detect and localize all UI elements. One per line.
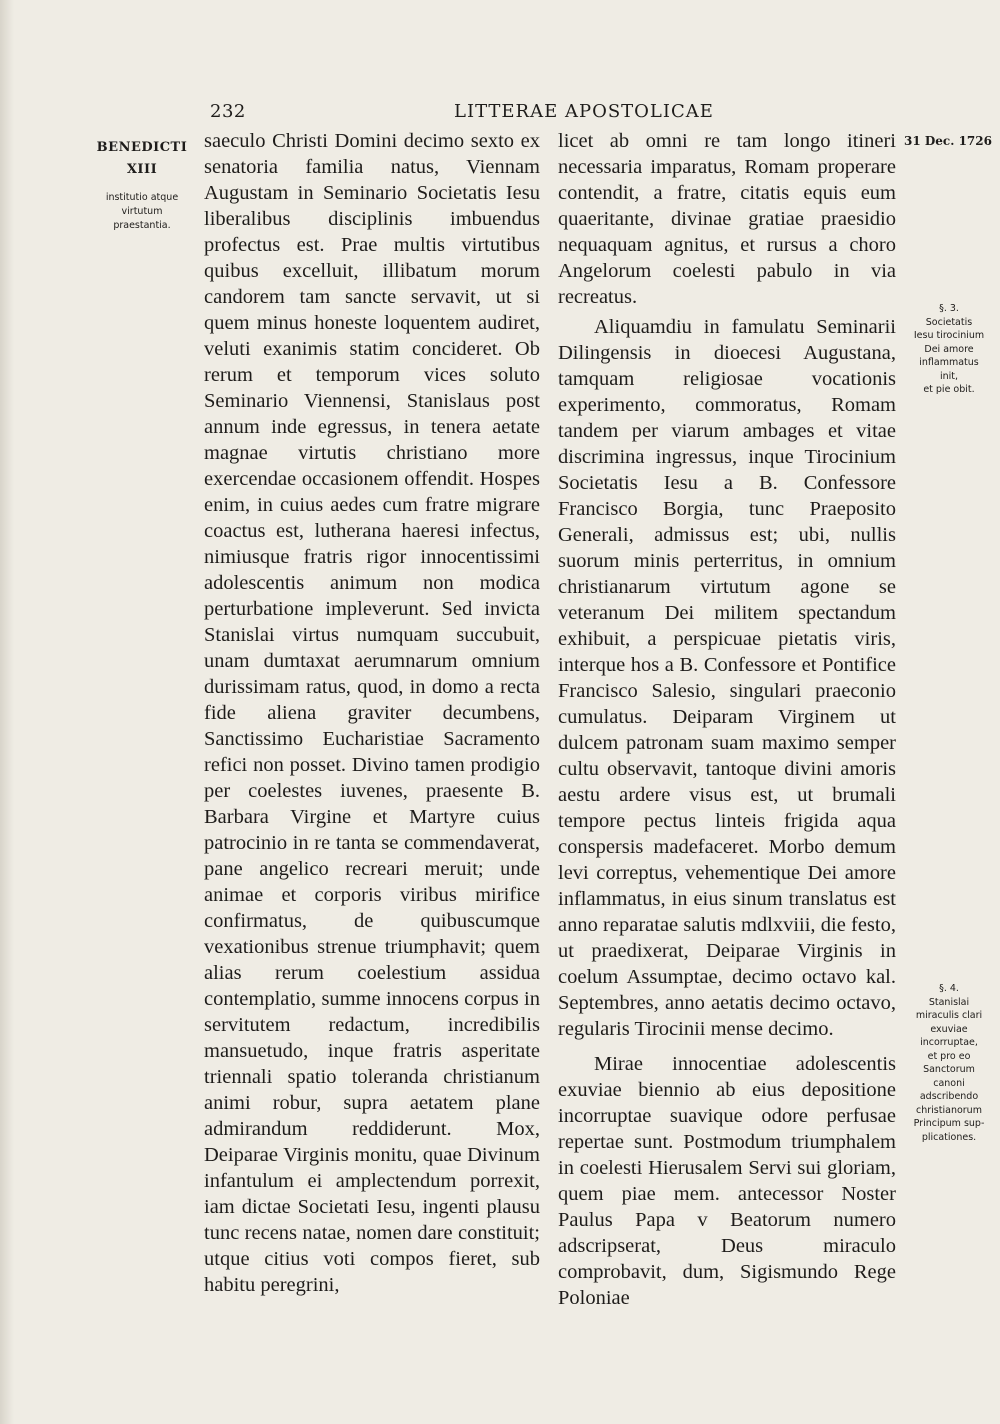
margin-note-line: incorruptae, bbox=[920, 1037, 978, 1048]
margin-note-line: plicationes. bbox=[921, 1131, 977, 1143]
margin-note-line: exuviae bbox=[930, 1023, 968, 1035]
margin-note-line: §. 3. bbox=[939, 303, 959, 314]
margin-note-left bbox=[92, 191, 192, 233]
margin-note-section-4 bbox=[905, 982, 993, 1144]
margin-note-line: institutio atque bbox=[105, 192, 179, 203]
paragraph: saeculo Christi Domini decimo sexto ex senatoria familia natus, Viennam Augustam in Seminario Societatis Iesu liberalibus disciplinis imbuendus profectus est. Prae multis virtutibus quibus excelluit, illibatum morum candorem tam sancte servavit, ut si quem minus honeste loquentem audiret, veluti exanimis statim concideret. Ob rerum et temporum vices soluto Seminario Viennensi, Stanislaus post annum inde egressus, in tenera aetate magnae virtutis christiano more exercendae occasionem offendit. Hospes enim, in cuius aedes cum fratre migrare coactus est, lutherana haeresi infectus, nimiusque fratris rigor innocentissimi adolescentis animum non modica perturbatione impleverunt. Sed invicta Stanislai virtus numquam succubuit, unam dumtaxat aerumnarum omnium durissimam ratus, quod, in domo a recta fide aliena graviter decumbens, Sanctissimo Eucharistiae Sacramento refici non posset. Divino tamen prodigio per coelestes iuvenes, praesente B. Barbara Virgine et Martyre cuius patrocinio in re tanta se commendaverat, pane angelico recreari meruit; unde animae et corporis viribus mirifice confirmatus, de quibuscumque vexationibus strenue triumphavit; quem alias rerum coelestium assidua contemplatio, summe innocens corpus in servitutem redactum, incredibilis mansuetudo, inque fratris asperitate triennali spatio toleranda christianum animi robur, supra aetatem plane admirandum reddiderunt. Mox, Deiparae Virginis monitu, quae Divinum infantulum ei amplectendum porrexit, iam dictae Societati Iesu, ingenti plausu tunc recens natae, nomen dare constituit; utque citius voti compos fieret, sub habitu peregrini, bbox=[204, 130, 540, 1296]
margin-note-line: Societatis bbox=[925, 316, 973, 328]
margin-note-line: praestantia. bbox=[113, 220, 171, 231]
margin-note-line: virtutum bbox=[121, 206, 163, 217]
text-column-right bbox=[558, 128, 896, 1311]
margin-note-line: christianorum bbox=[916, 1104, 982, 1116]
running-title: LITTERAE APOSTOLICAE bbox=[454, 101, 714, 122]
margin-note-line: Sanctorum bbox=[923, 1064, 975, 1075]
margin-date: 31 Dec. 1726 bbox=[904, 134, 992, 148]
margin-note-line: §. 4. bbox=[939, 983, 959, 994]
margin-author-line2: XIII bbox=[126, 162, 158, 177]
paragraph: Mirae innocentiae adolescentis exuviae biennio ab eius depositione incorruptae suavique odore perfusae repertae sunt. Postmodum triumphalem in coelesti Hierusalem Servi sui gloriam, quem piae mem. antecessor Noster Paulus Papa v Beatorum numero adscripserat, Deus miraculo comprobavit, dum, Sigismundo Rege Poloniae bbox=[558, 1053, 896, 1309]
margin-note-line: et pro eo bbox=[927, 1050, 971, 1062]
margin-note-line: Iesu tirocinium bbox=[913, 330, 985, 341]
page-number: 232 bbox=[210, 101, 246, 122]
margin-note-line: inflammatus bbox=[919, 357, 979, 368]
margin-note-line: et pie obit. bbox=[923, 384, 975, 395]
paragraph: licet ab omni re tam longo itineri necessaria imparatus, Romam properare contendit, a fratre, citatis equis eum quaeritante, divinae gratiae praesidio nequaquam agnitus, et rursus a choro Angelorum coelesti pabulo in via recreatus. bbox=[558, 130, 896, 308]
paragraph: Aliquamdiu in famulatu Seminarii Dilingensis in dioecesi Augustana, tamquam religiosae vocationis experimento, commoratus, Romam tandem per viarum ambages et vitae discrimina ingressus, inque Tirocinium Societatis Iesu a B. Confessore Francisco Borgia, tunc Praeposito Generali, admissus est; ubi, nullis suorum minis perterritus, in omnium christianarum virtutum agone se veteranum Dei militem spectandum exhibuit, a perspicuae pietatis viris, interque hos a B. Confessore et Pontifice Francisco Salesio, singulari praeconio cumulatus. Deiparam Virginem ut dulcem patronam suam maximo semper cultu observavit, tantoque divini amoris aestu ardere visus est, ut brumali tempore pectus linteis frigida aqua conspersis madefaceret. Morbo demum levi correptus, vehementique Dei amore inflammatus, in eius sinum translatus est anno reparatae salutis mdlxviii, die festo, ut praedixerat, Deiparae Virginis in coelum Assumptae, decimo octavo kal. Septembres, anno aetatis decimo octavo, regularis Tirocinii mense decimo. bbox=[558, 316, 896, 1040]
margin-note-line: init, bbox=[939, 370, 959, 382]
margin-note-line: Principum sup- bbox=[913, 1118, 985, 1129]
margin-note-line: Stanislai bbox=[928, 996, 970, 1008]
margin-author-line1: BENEDICTI bbox=[96, 140, 188, 155]
margin-note-section-3 bbox=[905, 302, 993, 397]
margin-note-line: adscribendo bbox=[919, 1091, 979, 1102]
page-edge bbox=[0, 0, 14, 1424]
left-margin-notes bbox=[92, 137, 192, 233]
text-column-left bbox=[204, 128, 540, 1298]
page-header bbox=[200, 101, 900, 129]
margin-note-line: Dei amore bbox=[924, 343, 974, 355]
margin-note-line: miraculis clari bbox=[915, 1010, 983, 1021]
margin-note-line: canoni bbox=[933, 1077, 965, 1089]
